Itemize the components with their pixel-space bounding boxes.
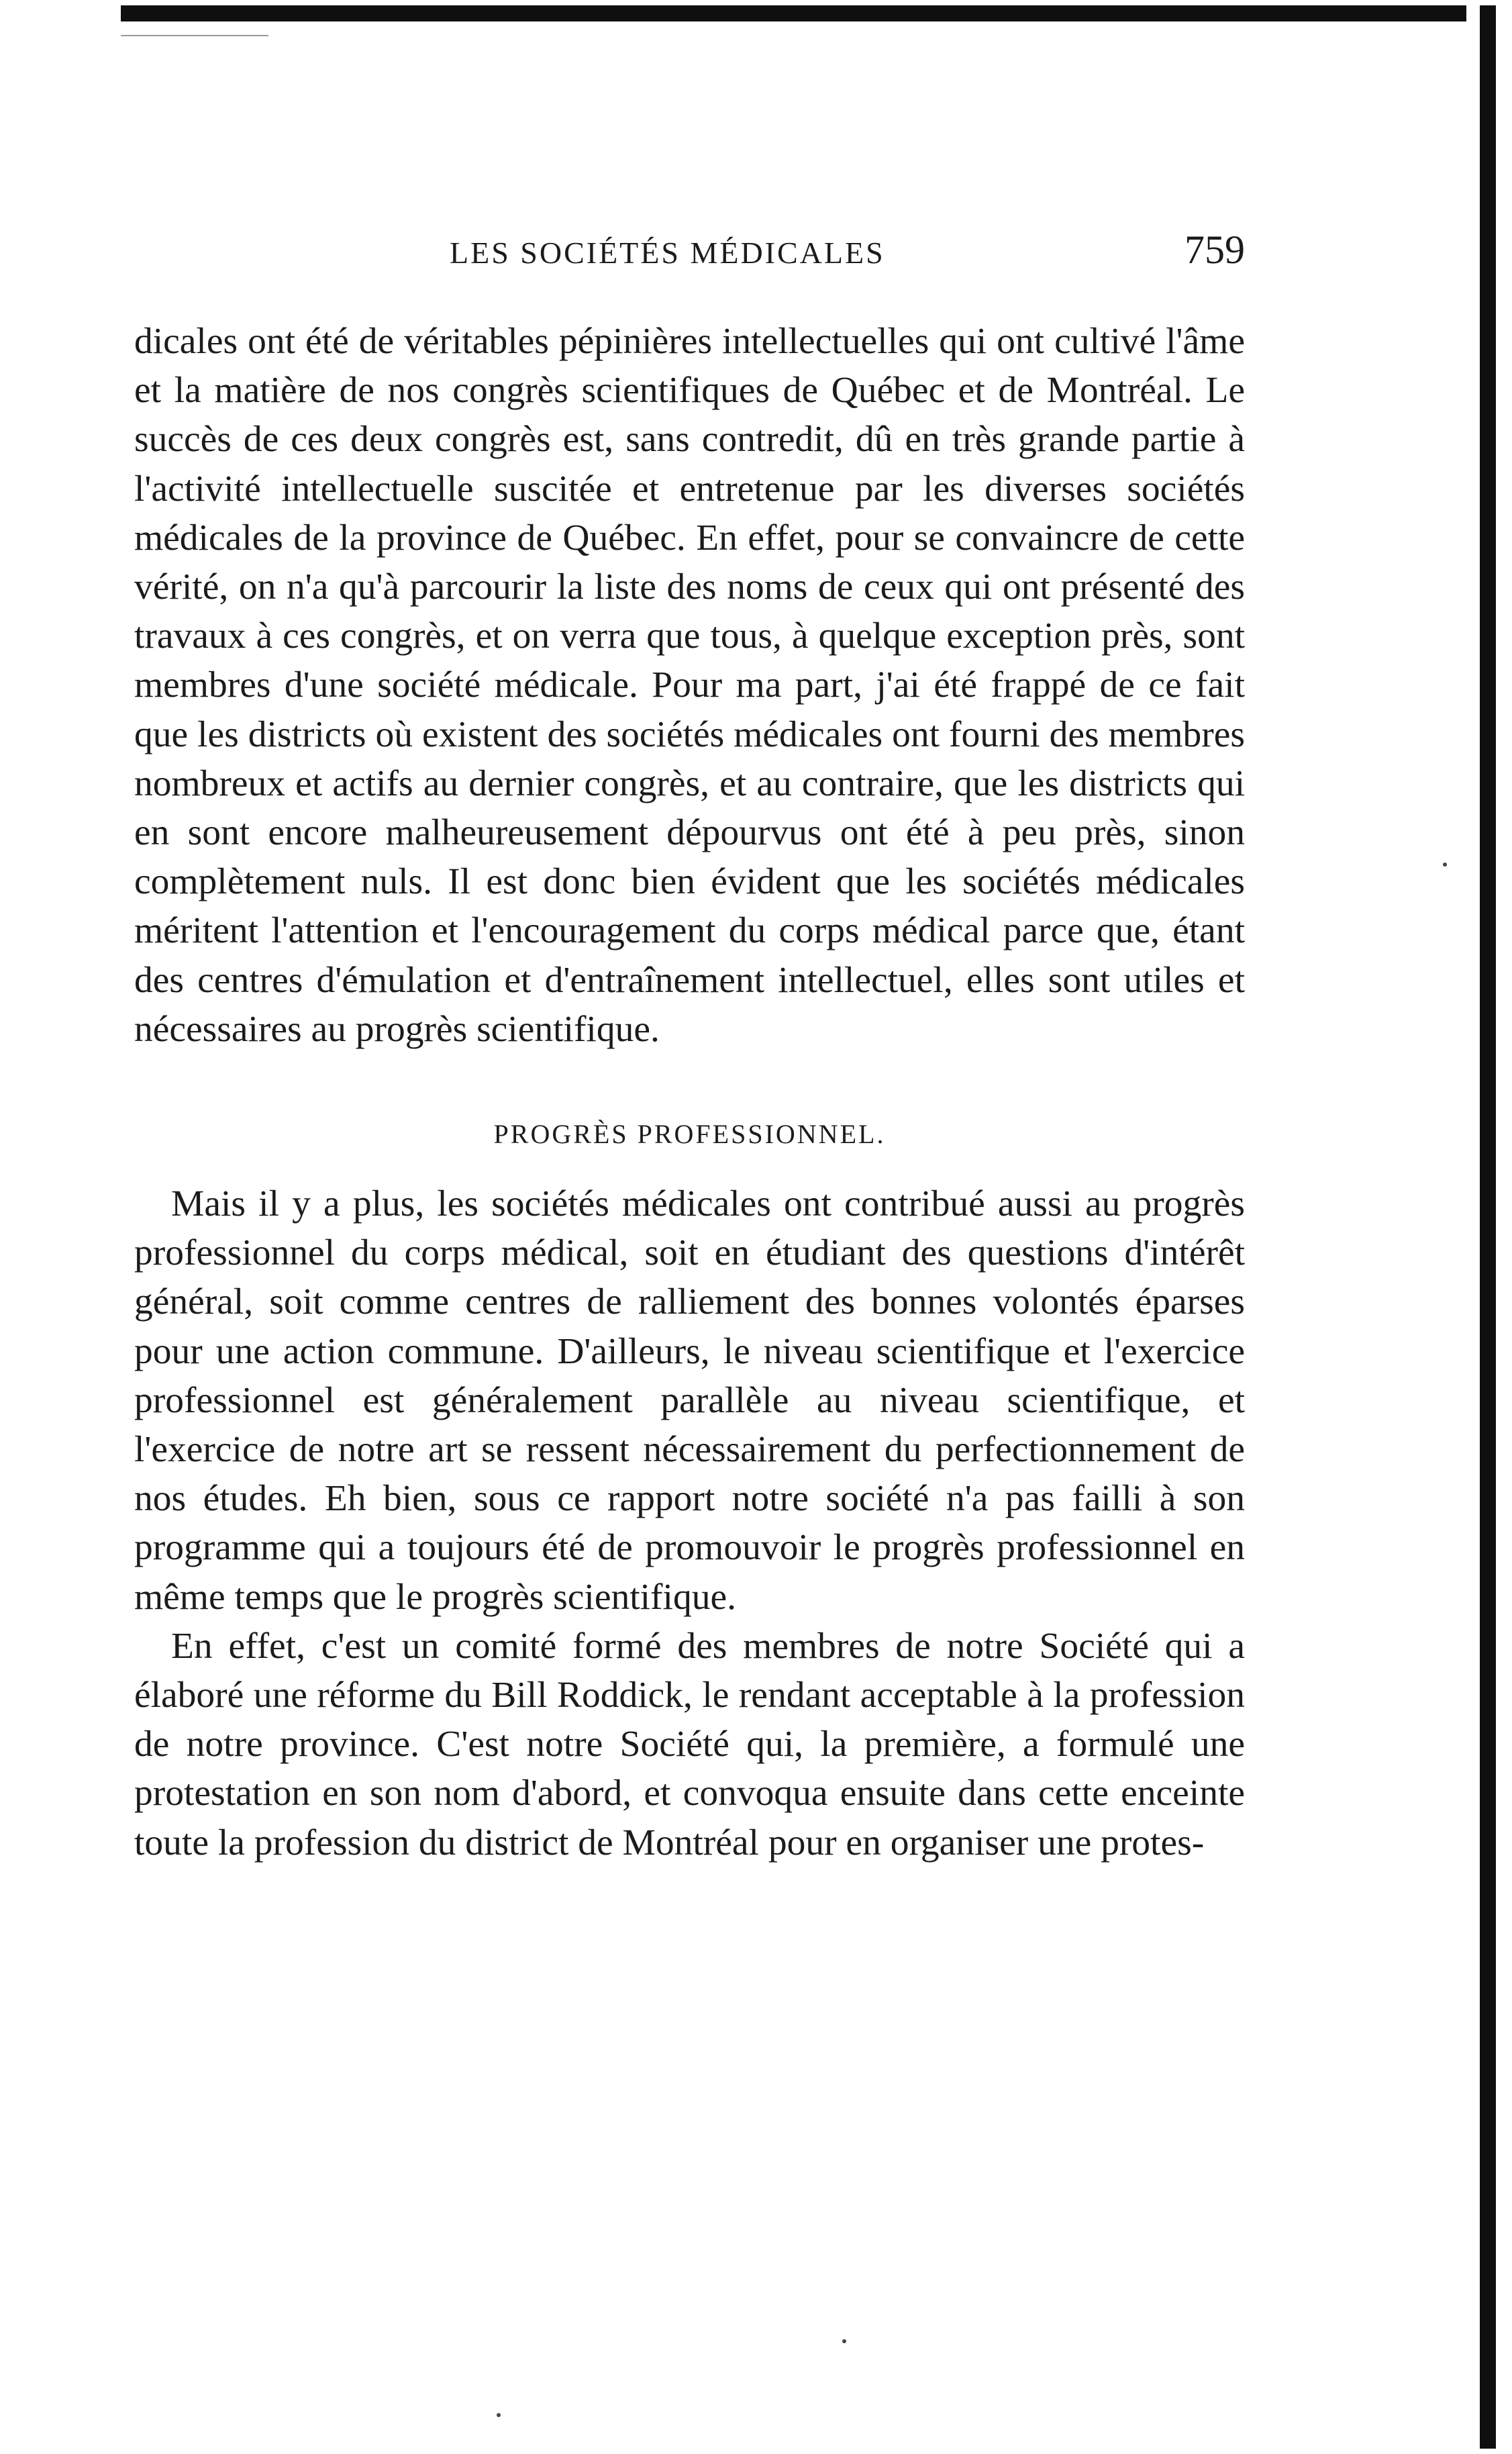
scan-right-edge <box>1480 5 1496 2449</box>
paragraph-3: En effet, c'est un comité formé des membres de notre Société qui a élaboré une réforme du Bill Roddick, le rendant acceptable à la profession de notre province. C'est notre Société qui, la première, a formulé une protestation en son nom d'abord, et convoqua ensuite dans cette enceinte toute la profession du district de Montréal pour en organiser une protes- <box>134 1625 1245 1863</box>
book-page <box>134 222 1245 1867</box>
paragraph-2: Mais il y a plus, les sociétés médicales ont contribué aussi au progrès professionnel du corps médical, soit en étudiant des questions d'intérêt général, soit comme centres de ralliement des bonnes volontés éparses pour une action commune. D'ailleurs, le niveau scientifique et l'exercice professionnel est généralement parallèle au niveau scientifique, et l'exercice de notre art se ressent nécessairement du perfectionnement de nos études. Eh bien, sous ce rapport notre société n'a pas failli à son programme qui a toujours été de promouvoir le progrès professionnel en même temps que le progrès scientifique. <box>134 1183 1245 1618</box>
scan-speck <box>1443 863 1447 867</box>
section-heading: PROGRÈS PROFESSIONNEL. <box>493 1119 886 1150</box>
scan-top-thin-line <box>121 35 268 36</box>
running-title: LES SOCIÉTÉS MÉDICALES <box>450 236 885 270</box>
scan-speck <box>497 2413 501 2417</box>
page-number: 759 <box>1185 228 1245 272</box>
paragraph-1: dicales ont été de véritables pépinières intellectuelles qui ont cultivé l'âme et la matière de nos congrès scientifiques de Québec et de Montréal. Le succès de ces deux congrès est, sans contredit, dû en très grande partie à l'activité intellectuelle suscitée et entretenue par les diverses sociétés médicales de la province de Québec. En effet, pour se convaincre de cette vérité, on n'a qu'à parcourir la liste des noms de ceux qui ont présenté des travaux à ces congrès, et on verra que tous, à quelque exception près, sont membres d'une société médicale. Pour ma part, j'ai été frappé de ce fait que les districts où existent des sociétés médicales ont fourni des membres nombreux et actifs au dernier congrès, et au contraire, que les districts qui en sont encore malheureusement dépourvus ont été à peu près, sinon complètement nuls. Il est donc bien évident que les sociétés médicales méritent l'attention et l'encouragement du corps médical parce que, étant des centres d'émulation et d'entraînement intellectuel, elles sont utiles et nécessaires au progrès scientifique. <box>134 321 1245 1050</box>
scan-speck <box>842 2339 846 2343</box>
scan-top-edge <box>121 5 1466 21</box>
running-head <box>134 222 1245 282</box>
